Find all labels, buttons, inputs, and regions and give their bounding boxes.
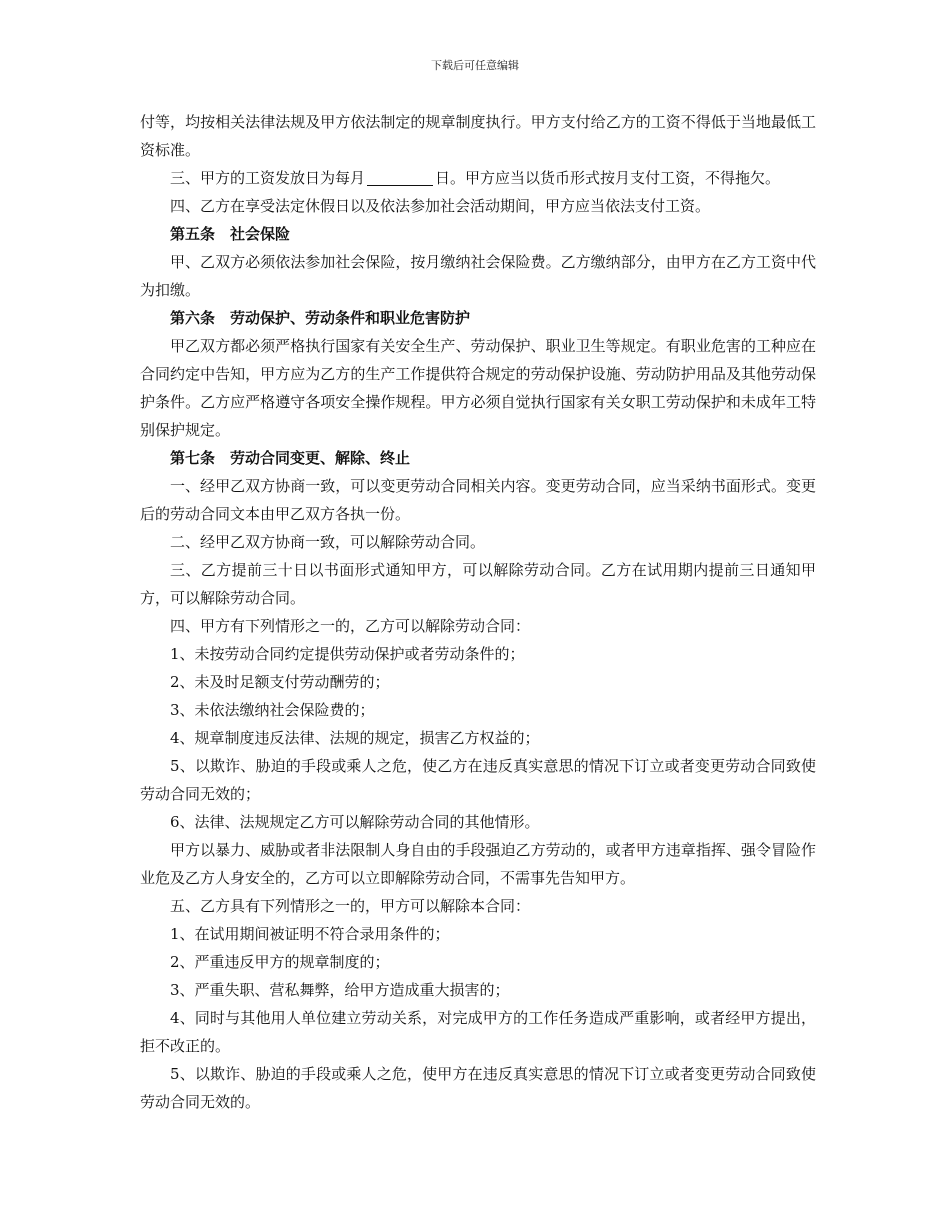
paragraph: 3、未依法缴纳社会保险费的； [170,701,375,719]
paragraph: 四、乙方在享受法定休假日以及依法参加社会活动期间，甲方应当依法支付工资。 [170,197,711,215]
paragraph: 2、未及时足额支付劳动酬劳的； [170,673,390,691]
article-heading: 第五条 社会保险 [170,225,291,243]
paragraph: 2、严重违反甲方的规章制度的； [170,953,390,971]
paragraph: 6、法律、法规规定乙方可以解除劳动合同的其他情形。 [170,813,540,831]
paragraph: 5、以欺诈、胁迫的手段或乘人之危，使乙方在违反真实意思的情况下订立或者变更劳动合同致使劳动合同无效的； [140,757,816,803]
paragraph: 付等，均按相关法律法规及甲方依法制定的规章制度执行。甲方支付给乙方的工资不得低于当地最低工资标准。 [140,113,816,159]
paragraph: 四、甲方有下列情形之一的，乙方可以解除劳动合同： [170,617,531,635]
paragraph: 3、严重失职、营私舞弊，给甲方造成重大损害的； [170,981,510,999]
paragraph-text: 日。甲方应当以货币形式按月支付工资，不得拖欠。 [435,169,781,187]
fill-in-blank-line [367,169,433,186]
paragraph: 甲乙双方都必须严格执行国家有关安全生产、劳动保护、职业卫生等规定。有职业危害的工种应在合同约定中告知，甲方应为乙方的生产工作提供符合规定的劳动保护设施、劳动防护用品及其他劳动保护条件。乙方应严格遵守各项安全操作规程。甲方必须自觉执行国家有关女职工劳动保护和未成年工特别保护规定。 [140,337,816,439]
article-heading: 第七条 劳动合同变更、解除、终止 [170,449,411,467]
paragraph: 三、乙方提前三十日以书面形式通知甲方，可以解除劳动合同。乙方在试用期内提前三日通知甲方，可以解除劳动合同。 [140,561,816,607]
paragraph: 1、在试用期间被证明不符合录用条件的； [170,925,450,943]
paragraph: 五、乙方具有下列情形之一的，甲方可以解除本合同： [170,897,531,915]
paragraph-text: 三、甲方的工资发放日为每月 [170,169,366,187]
paragraph-with-blank [140,164,816,192]
paragraph: 甲、乙双方必须依法参加社会保险，按月缴纳社会保险费。乙方缴纳部分，由甲方在乙方工资中代为扣缴。 [140,253,816,299]
document-body [140,108,816,1116]
paragraph: 一、经甲乙双方协商一致，可以变更劳动合同相关内容。变更劳动合同，应当采纳书面形式。变更后的劳动合同文本由甲乙双方各执一份。 [140,477,816,523]
paragraph: 1、未按劳动合同约定提供劳动保护或者劳动条件的； [170,645,525,663]
paragraph: 4、规章制度违反法律、法规的规定，损害乙方权益的； [170,729,540,747]
paragraph: 甲方以暴力、威胁或者非法限制人身自由的手段强迫乙方劳动的，或者甲方违章指挥、强令冒险作业危及乙方人身安全的，乙方可以立即解除劳动合同，不需事先告知甲方。 [140,841,816,887]
article-heading: 第六条 劳动保护、劳动条件和职业危害防护 [170,309,471,327]
paragraph: 二、经甲乙双方协商一致，可以解除劳动合同。 [170,533,486,551]
paragraph: 4、同时与其他用人单位建立劳动关系，对完成甲方的工作任务造成严重影响，或者经甲方提出，拒不改正的。 [140,1009,816,1055]
paragraph: 5、以欺诈、胁迫的手段或乘人之危，使甲方在违反真实意思的情况下订立或者变更劳动合同致使劳动合同无效的。 [140,1065,816,1111]
page-header-note: 下载后可任意编辑 [431,59,519,72]
